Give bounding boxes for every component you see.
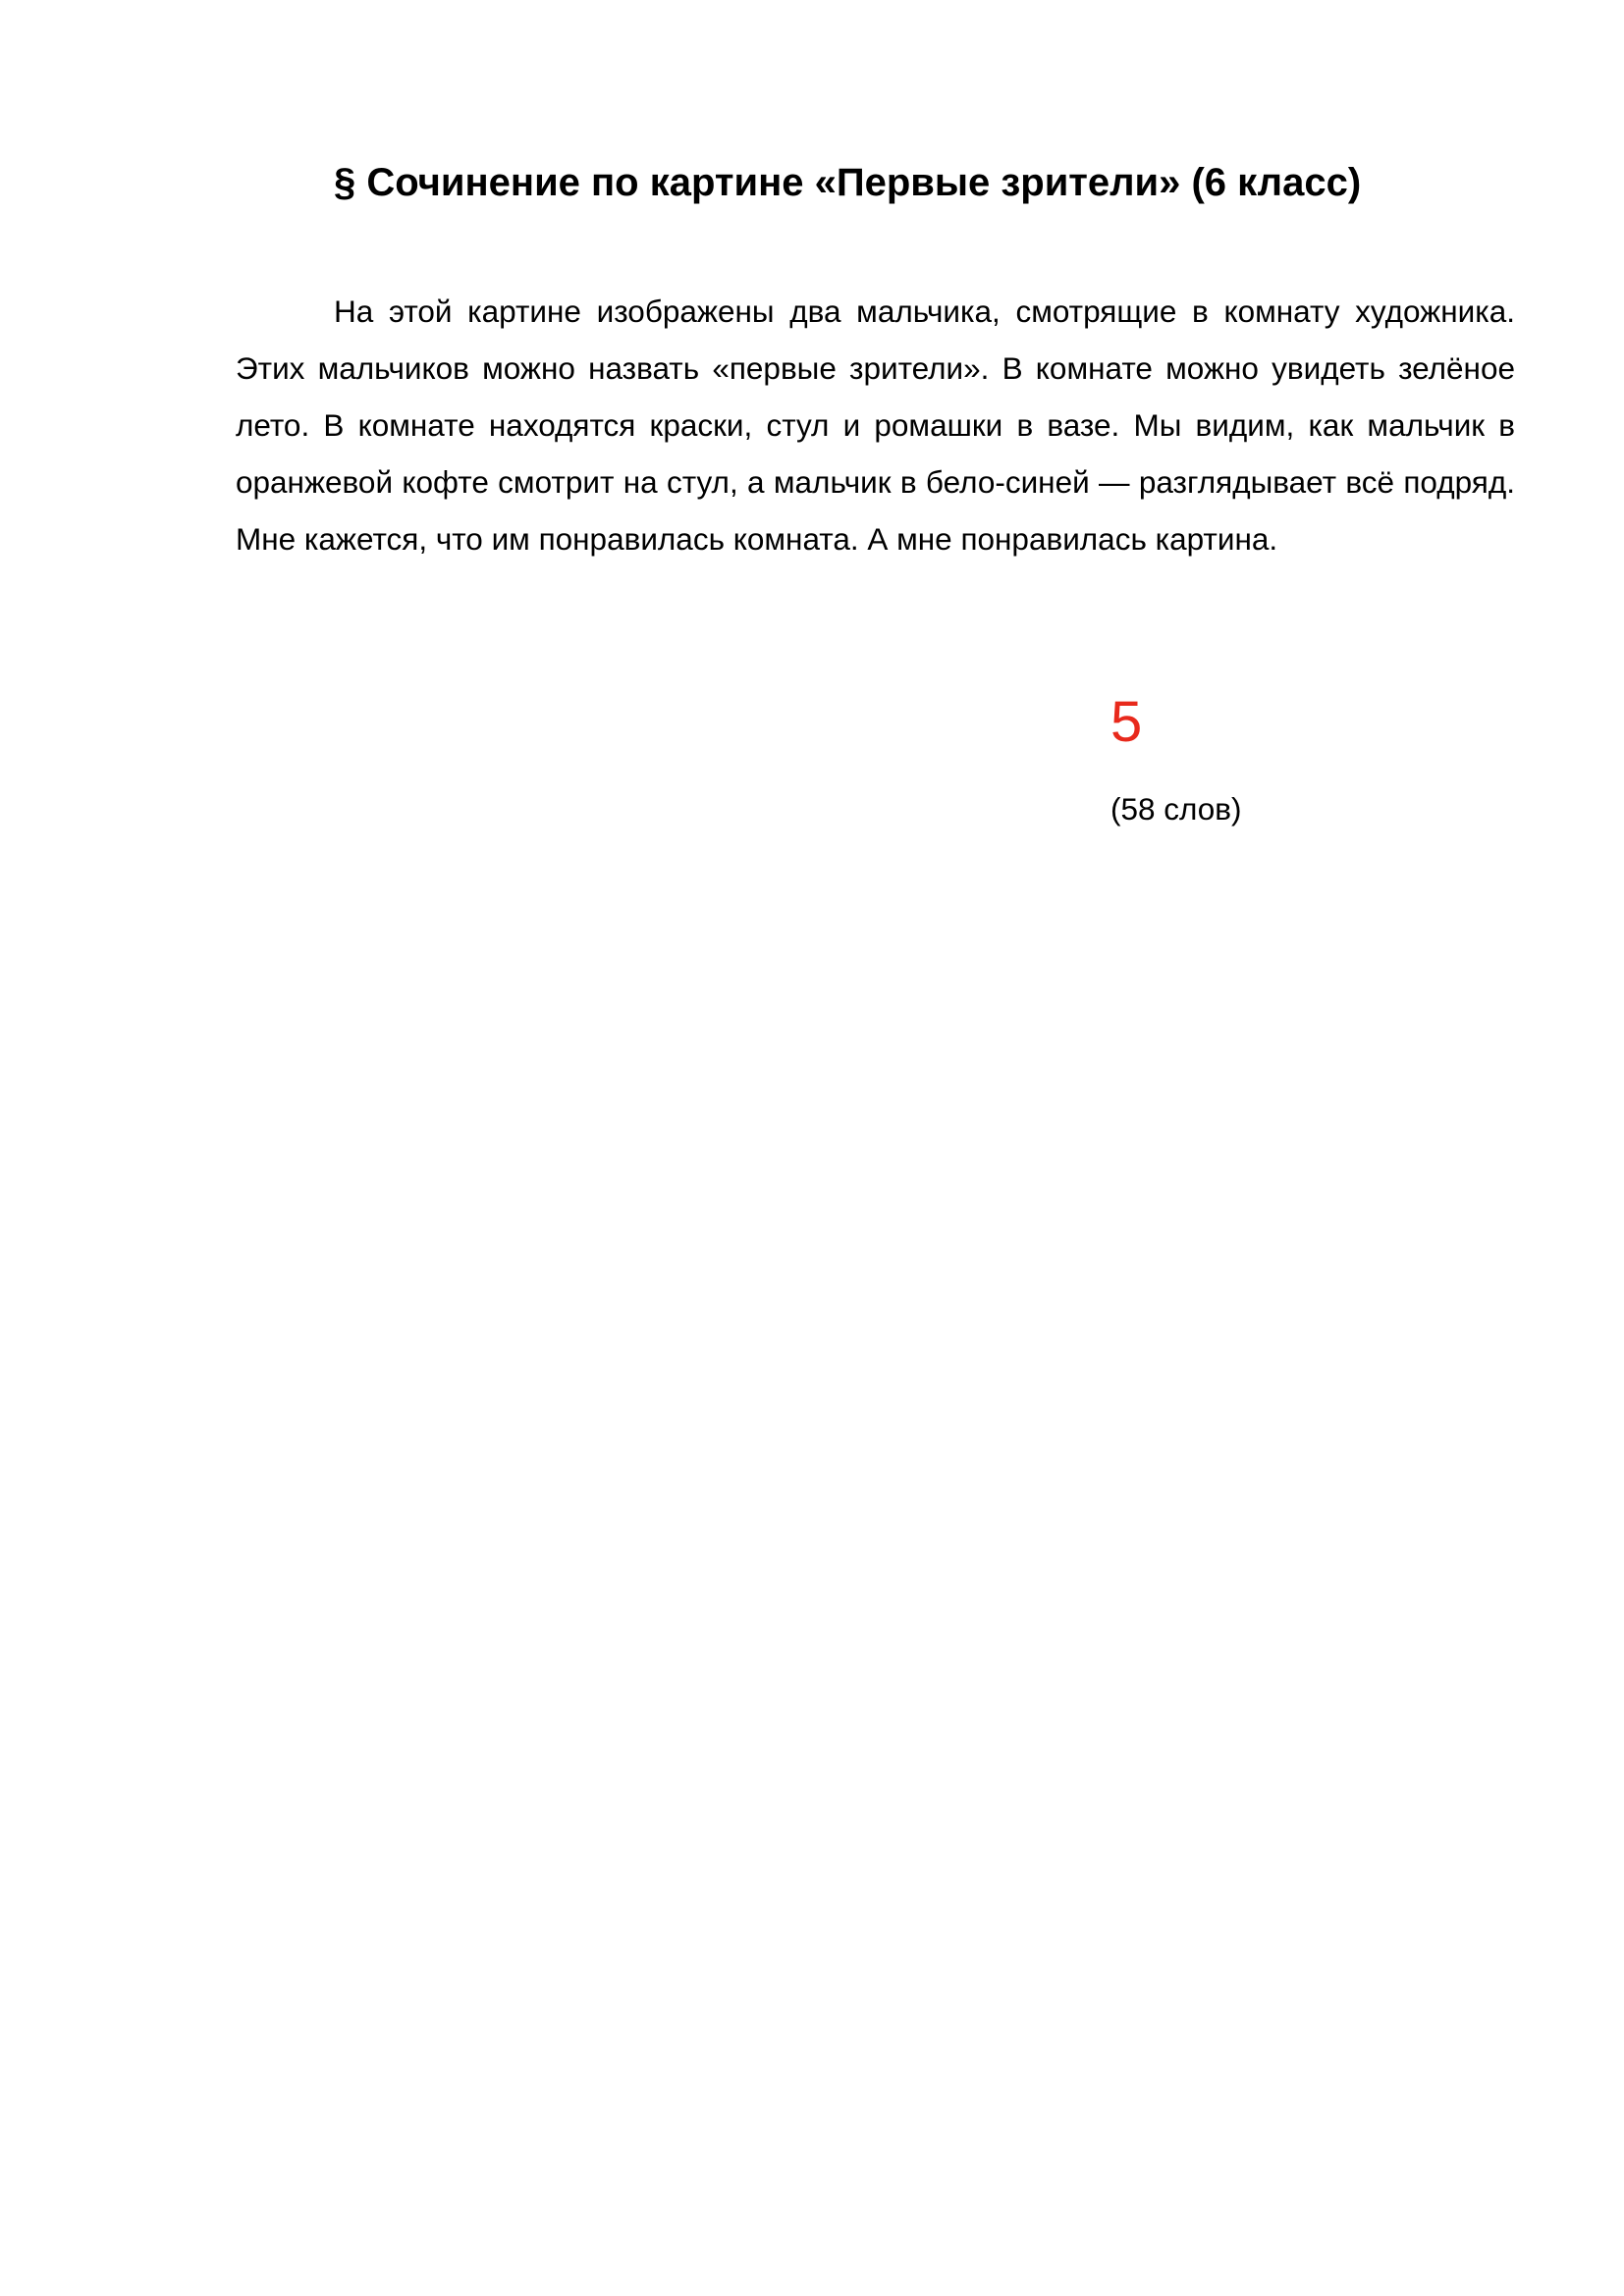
page-title: § Сочинение по картине «Первые зрители» (6 класс) (334, 161, 1362, 204)
grade-mark: 5 (1110, 690, 1143, 754)
essay-paragraph: На этой картине изображены два мальчика, смотрящие в комнату художника. Этих мальчиков можно назвать «первые зрители». В комнате можно увидеть зелёное лето. В комнате находятся краски, стул и ромашки в вазе. Мы видим, как мальчик в оранжевой кофте смотрит на стул, а мальчик в бело-синей — разглядывает всё подряд. Мне кажется, что им понравилась комната. А мне понравилась картина. (236, 294, 1515, 557)
word-count: (58 слов) (1110, 791, 1242, 827)
